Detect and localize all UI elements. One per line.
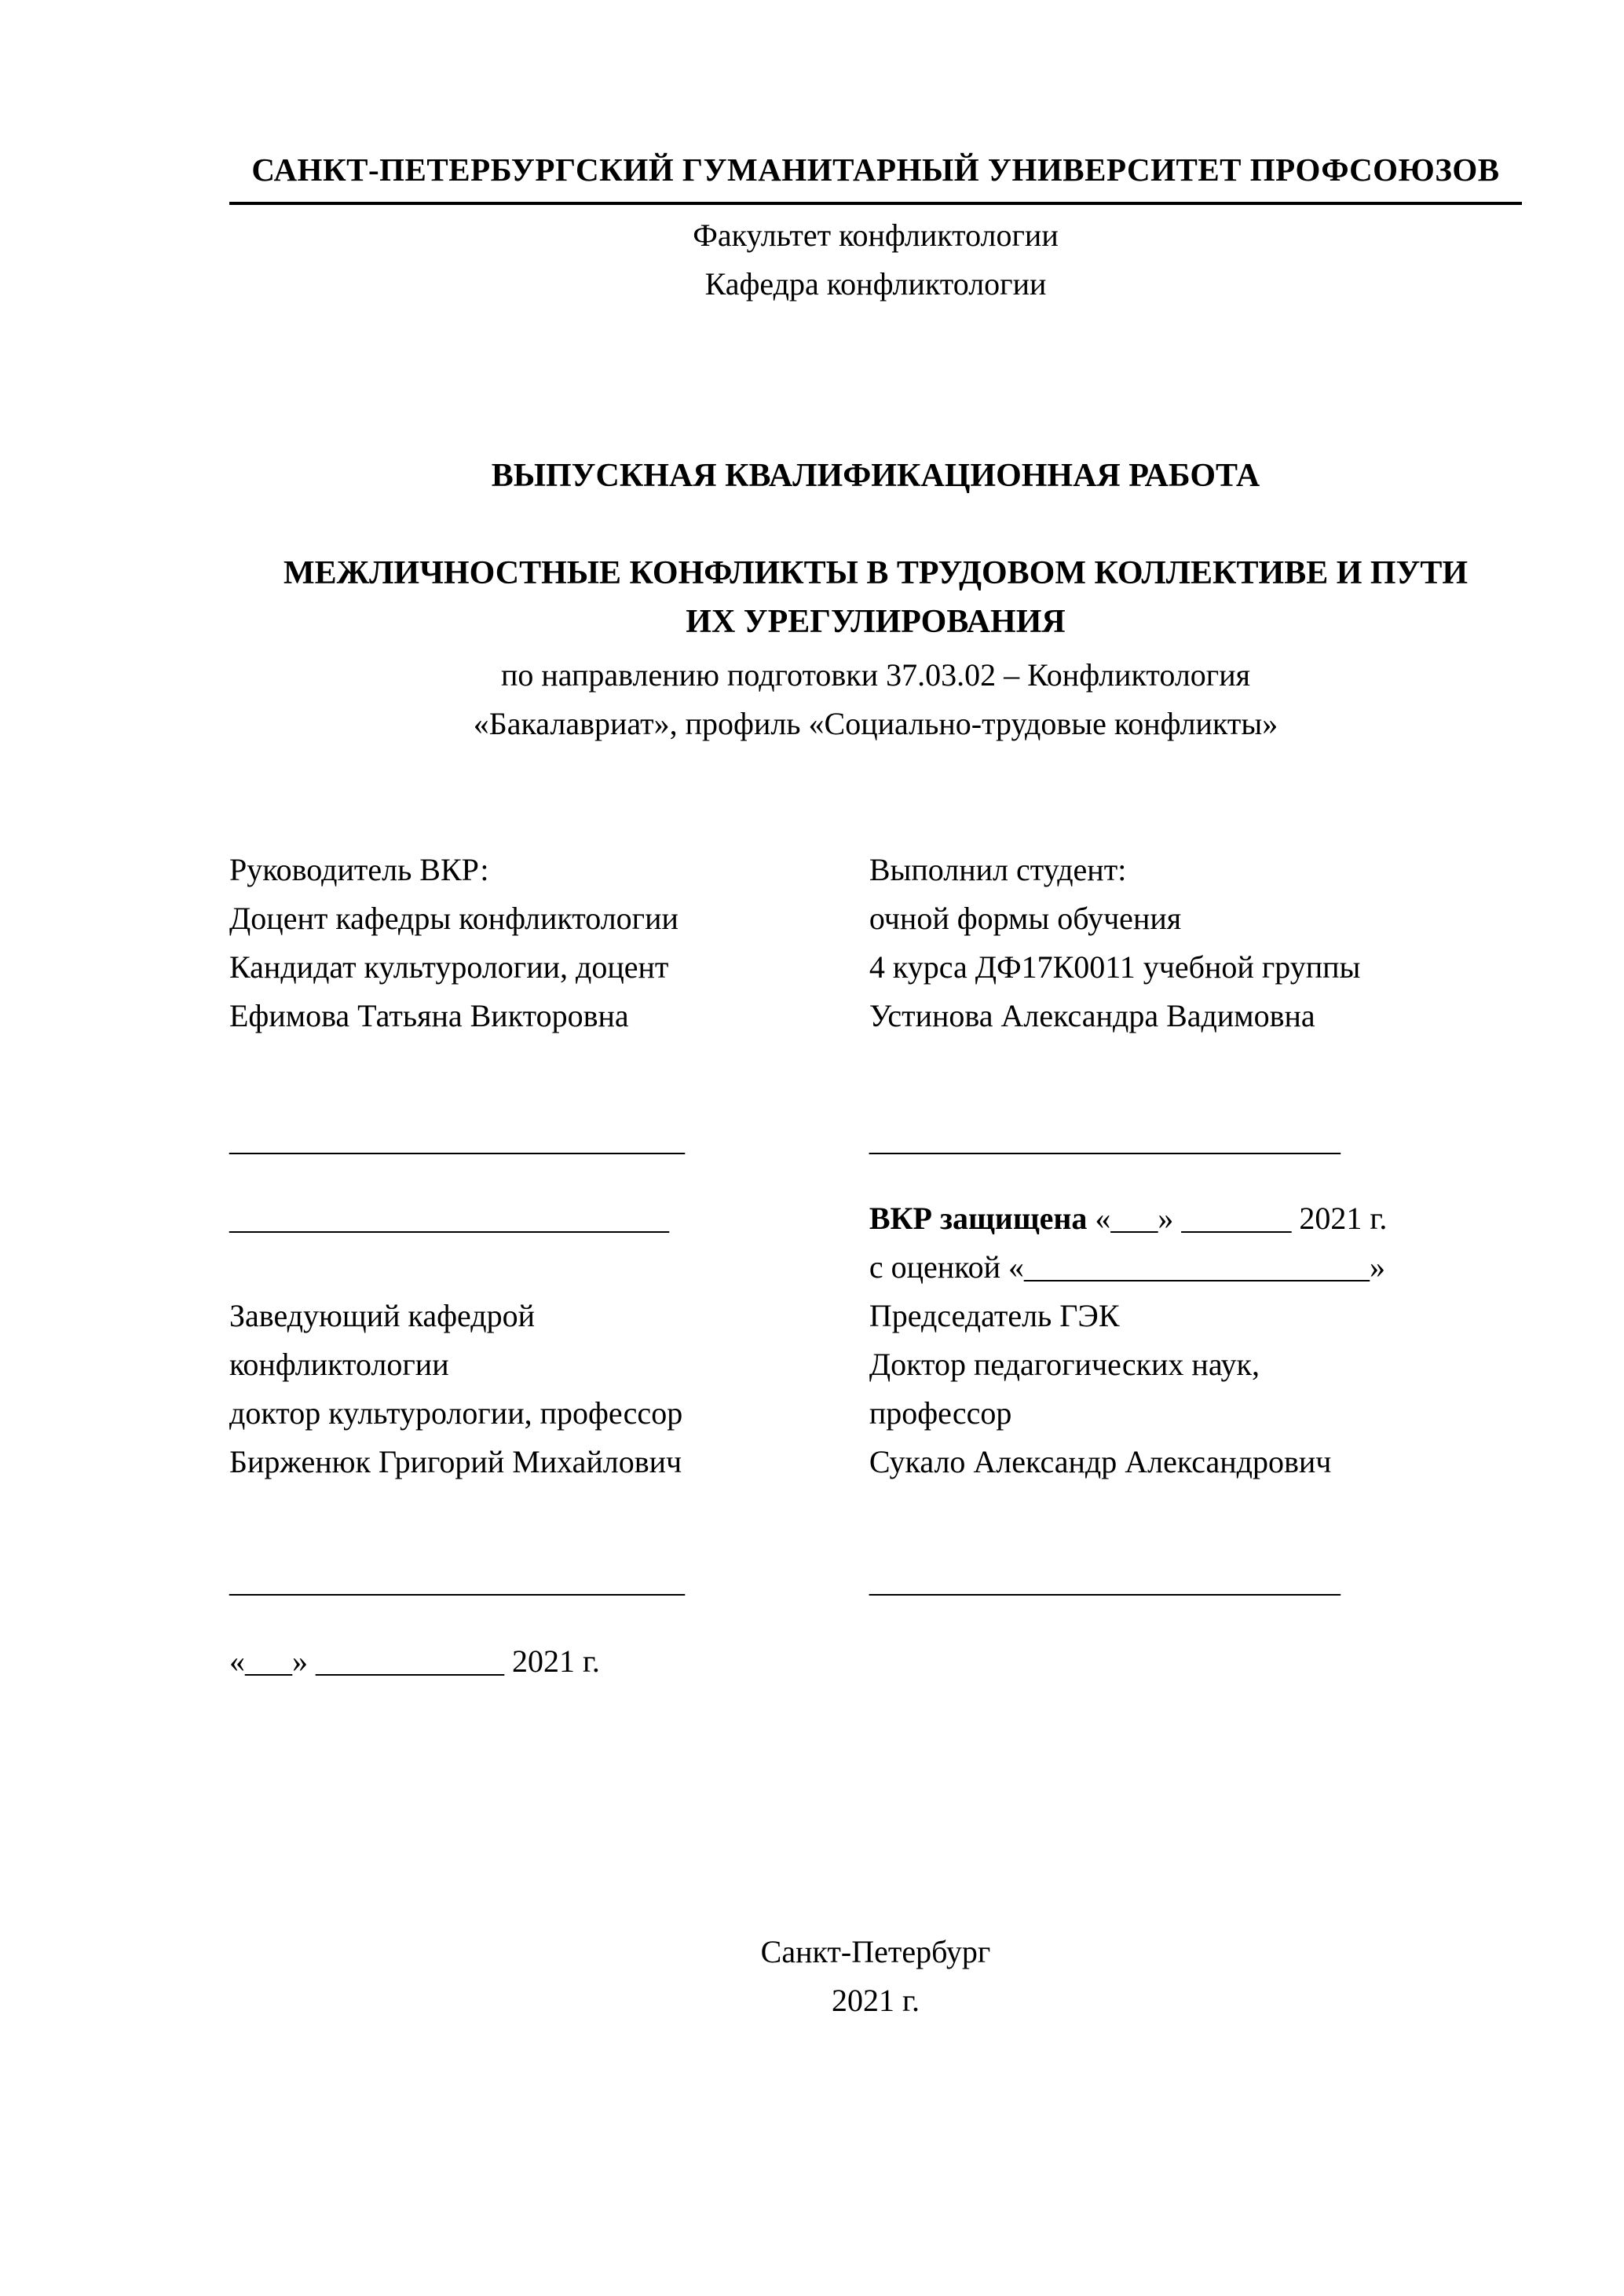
people-block bbox=[229, 846, 1522, 1040]
student-group: 4 курса ДФ17К0011 учебной группы bbox=[869, 949, 1361, 985]
defense-grade-line: с оценкой «______________________» bbox=[869, 1249, 1385, 1285]
head-name: Бирженюк Григорий Михайлович bbox=[229, 1444, 682, 1479]
signature-row-1 bbox=[229, 1116, 1522, 1164]
supervisor-label: Руководитель ВКР: bbox=[229, 852, 489, 887]
signature-row-2 bbox=[229, 1194, 1522, 1292]
date-blank-line: «___» ____________ 2021 г. bbox=[229, 1643, 600, 1679]
head-title-2: конфликтологии bbox=[229, 1347, 449, 1382]
student-block bbox=[869, 846, 1522, 1040]
head-title-1: Заведующий кафедрой bbox=[229, 1298, 536, 1333]
work-type-heading: ВЫПУСКНАЯ КВАЛИФИКАЦИОННАЯ РАБОТА bbox=[491, 458, 1260, 494]
officials-block bbox=[229, 1292, 1522, 1486]
supervisor-position-2: Кандидат культурологии, доцент bbox=[229, 949, 669, 985]
student-label: Выполнил студент: bbox=[869, 852, 1127, 887]
signature-row-3 bbox=[229, 1557, 1522, 1606]
chair-name: Сукало Александр Александрович bbox=[869, 1444, 1332, 1479]
supervisor-position-1: Доцент кафедры конфликтологии bbox=[229, 901, 678, 936]
department-line: Кафедра конфликтологии bbox=[704, 266, 1047, 302]
head-degree: доктор культурологии, профессор bbox=[229, 1395, 683, 1431]
defense-date-blank: «___» _______ 2021 г. bbox=[1087, 1201, 1388, 1236]
chair-degree-2: профессор bbox=[869, 1395, 1012, 1431]
profile-line: «Бакалавриат», профиль «Социально-трудовые конфликты» bbox=[473, 706, 1278, 741]
supervisor-name: Ефимова Татьяна Викторовна bbox=[229, 998, 629, 1033]
department-signature-line: ____________________________ bbox=[229, 1201, 669, 1236]
program-line: по направлению подготовки 37.03.02 – Конфликтология bbox=[500, 657, 1251, 693]
faculty-line: Факультет конфликтологии bbox=[693, 218, 1059, 253]
head-of-department-block bbox=[229, 1292, 869, 1486]
footer-block bbox=[229, 1928, 1522, 2025]
defense-label: ВКР защищена bbox=[869, 1201, 1088, 1236]
head-signature-line: _____________________________ bbox=[229, 1563, 685, 1599]
chair-title: Председатель ГЭК bbox=[869, 1298, 1120, 1333]
footer-year: 2021 г. bbox=[832, 1983, 920, 2018]
thesis-title: МЕЖЛИЧНОСТНЫЕ КОНФЛИКТЫ В ТРУДОВОМ КОЛЛЕКТИВЕ И ПУТИ ИХ УРЕГУЛИРОВАНИЯ bbox=[283, 555, 1469, 640]
student-signature-line: ______________________________ bbox=[869, 1122, 1341, 1157]
student-study-form: очной формы обучения bbox=[869, 901, 1182, 936]
defense-block bbox=[869, 1194, 1522, 1292]
header-rule bbox=[229, 202, 1522, 205]
committee-chair-block bbox=[869, 1292, 1522, 1486]
chair-signature-line: ______________________________ bbox=[869, 1563, 1341, 1599]
university-name: САНКТ-ПЕТЕРБУРГСКИЙ ГУМАНИТАРНЫЙ УНИВЕРСИТЕТ ПРОФСОЮЗОВ bbox=[251, 152, 1500, 188]
student-name: Устинова Александра Вадимовна bbox=[869, 998, 1315, 1033]
chair-degree-1: Доктор педагогических наук, bbox=[869, 1347, 1260, 1382]
supervisor-signature-line: _____________________________ bbox=[229, 1122, 685, 1157]
supervisor-block bbox=[229, 846, 869, 1040]
footer-city: Санкт-Петербург bbox=[760, 1934, 991, 1969]
defense-date-line bbox=[869, 1194, 1522, 1243]
